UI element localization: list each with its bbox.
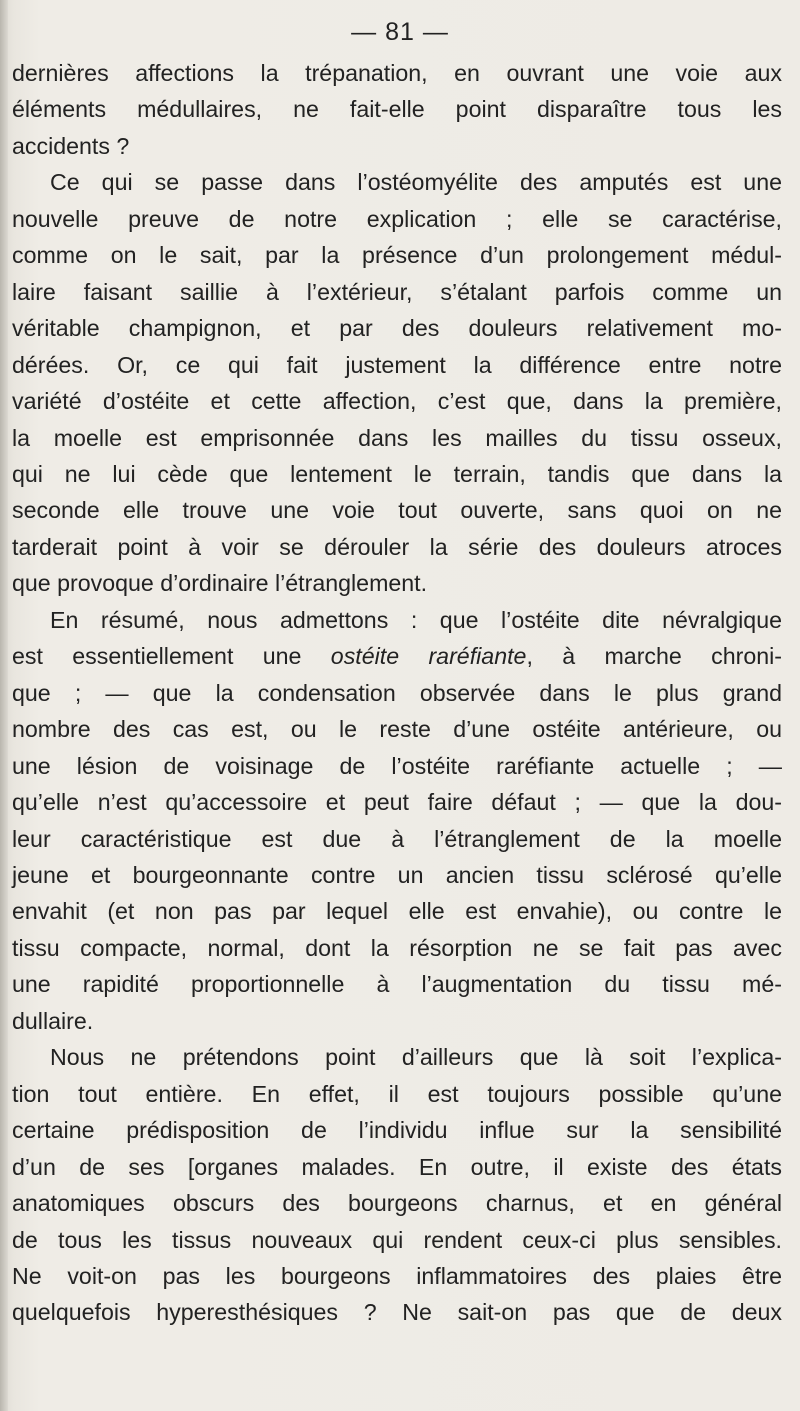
text-line: anatomiques obscurs des bourgeons charnus, et en général	[12, 1190, 782, 1217]
text-line: éléments médullaires, ne fait-elle point disparaître tous les	[12, 96, 782, 123]
text-line: nouvelle preuve de notre explication ; elle se caractérise,	[12, 205, 782, 232]
page-body	[12, 55, 782, 1331]
text-line: une lésion de voisinage de l’ostéite raréfiante actuelle ; —	[12, 752, 782, 779]
italic-term: ostéite raréfiante	[330, 643, 527, 670]
text-line: dullaire.	[12, 1007, 94, 1034]
text-line: que provoque d’ordinaire l’étranglement.	[12, 570, 428, 597]
text-line: de tous les tissus nouveaux qui rendent ceux-ci plus sensibles.	[12, 1226, 782, 1253]
text-line: jeune et bourgeonnante contre un ancien tissu sclérosé qu’elle	[12, 861, 782, 888]
text-line: seconde elle trouve une voie tout ouverte, sans quoi on ne	[12, 497, 782, 524]
binding-edge	[0, 0, 8, 1411]
text-line: leur caractéristique est due à l’étranglement de la moelle	[12, 825, 782, 852]
text-line: qu’elle n’est qu’accessoire et peut faire défaut ; — que la dou-	[12, 789, 782, 816]
text-line: est essentiellement une ostéite raréfiante, à marche chroni-	[12, 643, 783, 670]
text-line: tissu compacte, normal, dont la résorption ne se fait pas avec	[12, 934, 782, 961]
text-line: Nous ne prétendons point d’ailleurs que là soit l’explica-	[50, 1044, 782, 1071]
text-line: envahit (et non pas par lequel elle est envahie), ou contre le	[12, 898, 782, 925]
text-line: dernières affections la trépanation, en ouvrant une voie aux	[12, 60, 782, 86]
paragraph-3	[12, 602, 782, 1039]
paragraph-1	[12, 55, 782, 164]
paragraph-2	[12, 164, 782, 601]
page-number: — 81 —	[351, 18, 449, 46]
text-line: certaine prédisposition de l’individu influe sur la sensibilité	[12, 1117, 782, 1144]
text-line: que ; — que la condensation observée dans le plus grand	[12, 679, 782, 706]
text-line: quelquefois hyperesthésiques ? Ne sait-on pas que de deux	[12, 1299, 782, 1326]
text-line: la moelle est emprisonnée dans les mailles du tissu osseux,	[12, 424, 782, 451]
text-line: d’un de ses [organes malades. En outre, il existe des états	[12, 1153, 782, 1180]
text-line: dérées. Or, ce qui fait justement la différence entre notre	[12, 351, 782, 378]
text-line: accidents ?	[12, 132, 130, 159]
text-line: qui ne lui cède que lentement le terrain, tandis que dans la	[12, 460, 782, 487]
text-line: laire faisant saillie à l’extérieur, s’étalant parfois comme un	[12, 278, 782, 305]
paragraph-4	[12, 1039, 782, 1331]
text-line: véritable champignon, et par des douleurs relativement mo-	[12, 315, 782, 342]
text-line: tarderait point à voir se dérouler la série des douleurs atroces	[12, 533, 782, 560]
text-line: Ne voit-on pas les bourgeons inflammatoires des plaies être	[12, 1262, 782, 1289]
text-line: nombre des cas est, ou le reste d’une ostéite antérieure, ou	[12, 716, 782, 743]
text-line: tion tout entière. En effet, il est toujours possible qu’une	[12, 1080, 782, 1107]
text-line: une rapidité proportionnelle à l’augmentation du tissu mé-	[12, 971, 782, 998]
text-line: En résumé, nous admettons : que l’ostéite dite névralgique	[50, 606, 782, 633]
text-line: Ce qui se passe dans l’ostéomyélite des amputés est une	[50, 169, 782, 196]
text-line: comme on le sait, par la présence d’un prolongement médul-	[12, 242, 782, 269]
text-line: variété d’ostéite et cette affection, c’est que, dans la première,	[12, 388, 782, 415]
